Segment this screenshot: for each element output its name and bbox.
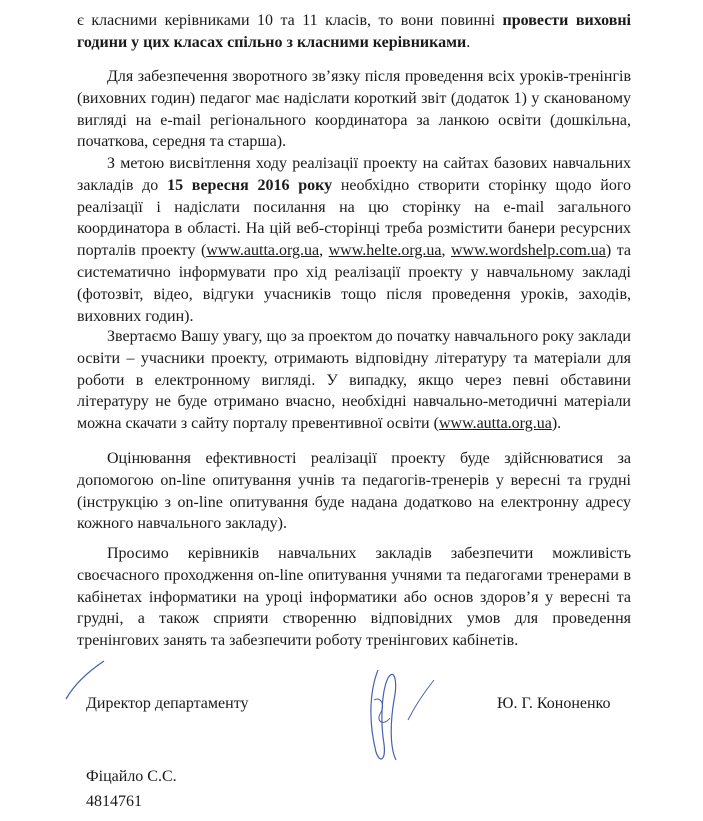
paragraph-3-text-b: необхідно створити сторінку щодо його реалізації і надіслати посилання на цю сторінку на e-mail загального координатора в області. На цій веб-сторінці треба розмістити банери ресурсних порталів проекту ( bbox=[77, 176, 632, 260]
paragraph-1 bbox=[77, 10, 631, 54]
link-autta-portal[interactable]: www.autta.org.ua bbox=[438, 415, 552, 433]
signature-position: Директор департаменту bbox=[86, 695, 249, 712]
signatory-name: Ю. Г. Кононенко bbox=[497, 695, 611, 712]
paragraph-4-end: ). bbox=[551, 415, 562, 433]
paragraph-3-text-c: ) та систематично інформувати про хід реалізації проекту у навчальному закладі (фотозвіт, відео, відгуки учасників тощо після проведення уроків, заходів, виховних годин). bbox=[77, 242, 631, 325]
link-wordshelp[interactable]: www.wordshelp.com.ua bbox=[450, 242, 606, 260]
deadline-date: 15 вересня 2016 року bbox=[167, 176, 333, 194]
paragraph-3 bbox=[77, 153, 631, 327]
separator: , bbox=[319, 242, 329, 260]
paragraph-2: Для забезпечення зворотного зв’язку після проведення всіх уроків-тренінгів (виховних годин) педагог має надіслати короткий звіт (додаток 1) у сканованому вигляді на e-mail регіонального координатора за ланкою освіти (дошкільна, початкова, середня та старша). bbox=[77, 68, 631, 151]
executor-phone: 4814761 bbox=[86, 793, 142, 810]
paragraph-6: Просимо керівників навчальних закладів забезпечити можливість своєчасного проходження on-line опитування учнями та педагогами тренерами в кабінетах інформатики на уроці інформатики або основ здоров’я у вересні та грудні, а також сприяти створенню відповідних умов для проведення тренінгових занять та забезпечити роботу тренінгових кабінетів. bbox=[77, 545, 631, 650]
link-helte[interactable]: www.helte.org.ua bbox=[328, 242, 442, 260]
paragraph-1-bold: провести виховні години у цих класах спільно з класними керівниками bbox=[77, 12, 631, 51]
executor-name: Фіцайло С.С. bbox=[86, 768, 177, 785]
paragraph-1-end: . bbox=[466, 33, 471, 51]
separator: , bbox=[441, 242, 451, 260]
paragraph-1-text: є класними керівниками 10 та 11 класів, то вони повинні bbox=[77, 12, 503, 29]
paragraph-4-text: Звертаємо Вашу увагу, що за проектом до початку навчального року заклади освіти – учасники проекту, отримають відповідну літературу та матеріали для роботи в електронному вигляді. У випадку, якщо через певні обставини літературу не буде отримано вчасно, необхідні навчально-методичні матеріали можна скачати з сайту порталу превентивної освіти ( bbox=[77, 328, 631, 433]
paragraph-4 bbox=[77, 326, 631, 435]
handwritten-signature bbox=[350, 660, 440, 770]
paragraph-3-text-a: З метою висвітлення ходу реалізації проекту на сайтах базових навчальних закладів до bbox=[77, 155, 631, 194]
link-autta[interactable]: www.autta.org.ua bbox=[206, 242, 320, 260]
paragraph-5: Оцінювання ефективності реалізації проекту буде здійснюватися за допомогою on-line опитування учнів та педагогів-тренерів у вересні та грудні (інструкцію з on-line опитування буде надана додатково на електронну адресу кожного навчального закладу). bbox=[77, 450, 631, 533]
